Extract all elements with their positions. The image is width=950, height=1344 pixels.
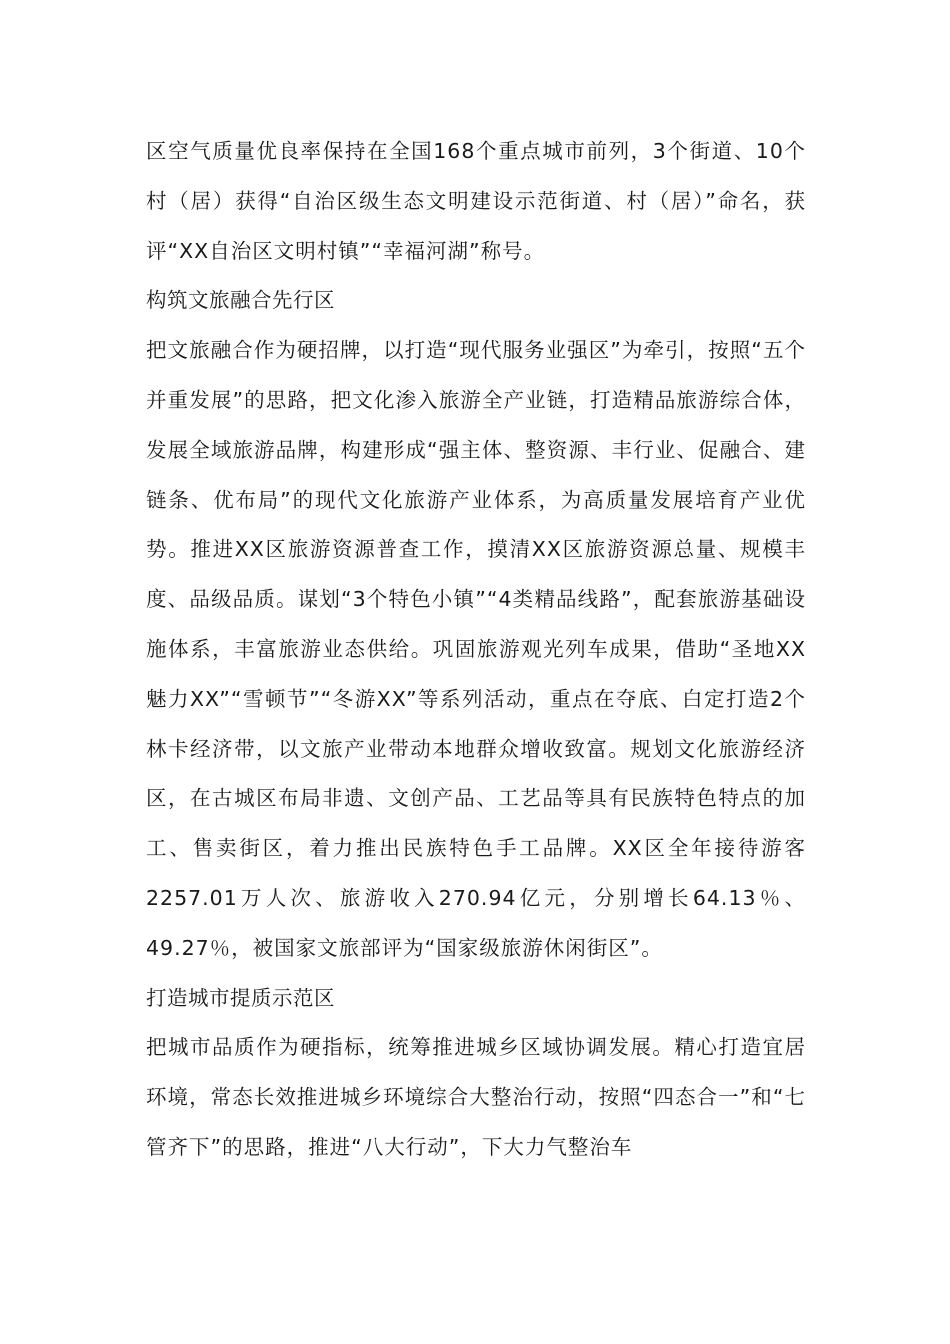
section-heading-culture-tourism: 构筑文旅融合先行区 bbox=[146, 288, 335, 313]
paragraph-city-quality: 把城市品质作为硬指标，统筹推进城乡区域协调发展。精心打造宜居环境，常态长效推进城乡环境综合大整治行动，按照“四态合一”和“七管齐下”的思路，推进“八大行动”，下大力气整治车 bbox=[146, 1035, 806, 1159]
paragraph-air-quality: 区空气质量优良率保持在全国168个重点城市前列，3个街道、10个村（居）获得“自治区级生态文明建设示范街道、村（居）”命名，获评“XX自治区文明村镇”“幸福河湖”称号。 bbox=[146, 139, 806, 263]
paragraph-culture-tourism: 把文旅融合作为硬招牌，以打造“现代服务业强区”为牵引，按照“五个并重发展”的思路，把文化渗入旅游全产业链，打造精品旅游综合体，发展全域旅游品牌，构建形成“强主体、整资源、丰行业、促融合、建链条、优布局”的现代文化旅游产业体系，为高质量发展培育产业优势。推进XX区旅游资源普查工作，摸清XX区旅游资源总量、规模丰度、品级品质。谋划“3个特色小镇”“4类精品线路”，配套旅游基础设施体系，丰富旅游业态供给。巩固旅游观光列车成果，借助“圣地XX魅力XX”“雪顿节”“冬游XX”等系列活动，重点在夺底、白定打造2个林卡经济带，以文旅产业带动本地群众增收致富。规划文化旅游经济区，在古城区布局非遗、文创产品、工艺品等具有民族特色特点的加工、售卖街区，着力推出民族特色手工品牌。XX区全年接待游客2257.01万人次、旅游收入270.94亿元，分别增长64.13％、49.27％，被国家文旅部评为“国家级旅游休闲街区”。 bbox=[146, 338, 806, 960]
document-body bbox=[146, 127, 806, 1173]
section-heading-city-quality: 打造城市提质示范区 bbox=[146, 985, 335, 1010]
